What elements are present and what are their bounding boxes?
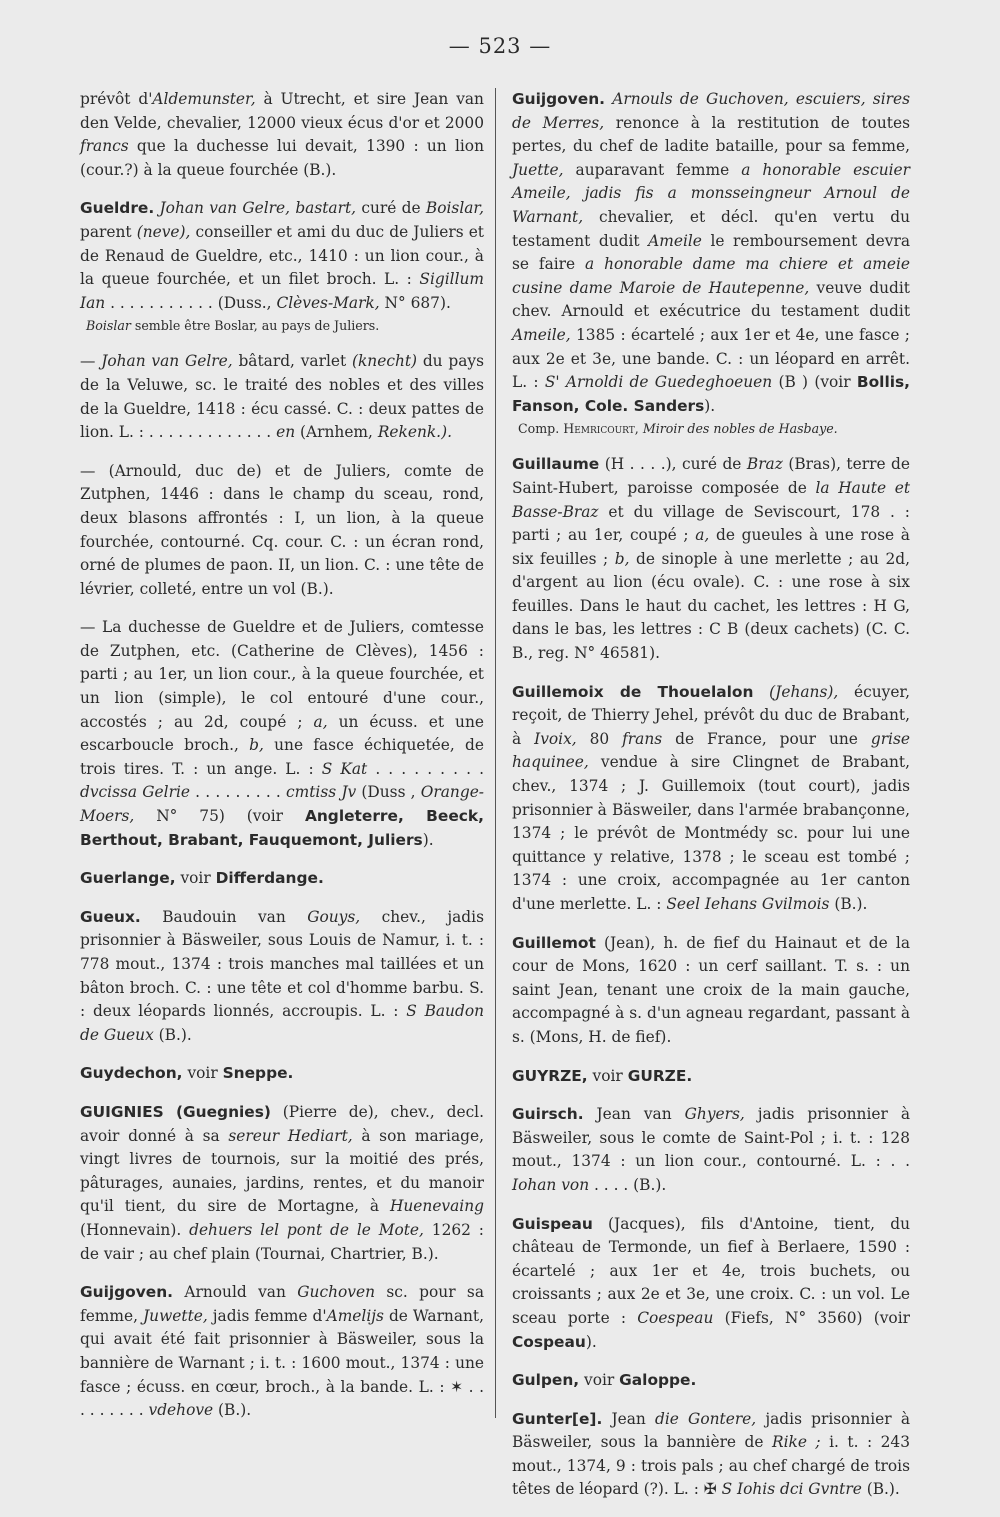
text: bâtard, varlet bbox=[232, 352, 352, 371]
note-hemricourt bbox=[518, 420, 910, 438]
entry-gueldre-duchesse bbox=[80, 616, 484, 852]
text: . . . . . . . . . . . (Duss., bbox=[105, 293, 277, 312]
text: (Fiefs, N° 3560) (voir bbox=[713, 1308, 910, 1327]
headword: Gueux. bbox=[80, 907, 141, 926]
text: (Jacques), fils d'Antoine, tient, du château de Termonde, un fief à Berlaere, 1590 : écartelé ; aux 1er et 4e, trois buchets, ou croissants ; aux 2e et 3e, une croix. C. : un vol. Le sceau porte : bbox=[512, 1214, 910, 1327]
entry-guispeau bbox=[512, 1213, 910, 1355]
entry-guignies bbox=[80, 1101, 484, 1266]
text: . . . . . . . . . bbox=[367, 759, 484, 778]
entry-gueldre-johan-batard bbox=[80, 350, 484, 444]
italic-text: Ameile bbox=[648, 231, 702, 250]
italic-text: S' Arnoldi de Guedeghoeuen bbox=[544, 373, 773, 392]
text: (Duss , bbox=[356, 783, 421, 802]
italic-text: Orange-Moers, bbox=[80, 783, 485, 826]
italic-text: Amelijs bbox=[326, 1306, 384, 1325]
italic-text: Sigillum Ian bbox=[80, 270, 484, 312]
italic-text: (knecht) bbox=[351, 352, 418, 371]
text: de sinople à une merlette ; au 2d, d'argent au lion (écu ovale). C. : une rose à six feuilles. Dans le haut du cachet, les lettres : H G, dans le bas, les lettres : C B (deux cachets) (C. C. B., reg. N° 46581). bbox=[512, 549, 910, 663]
italic-text: die Gontere, bbox=[655, 1409, 757, 1428]
text: (Pierre de), chev., decl. avoir donné à sa bbox=[80, 1102, 485, 1145]
text: voir bbox=[587, 1066, 628, 1085]
italic-text: Johan van Gelre, bastart, bbox=[154, 199, 357, 218]
text: (B.). bbox=[153, 1025, 192, 1044]
headword: Guydechon, bbox=[80, 1064, 183, 1083]
italic-text: S Kat bbox=[321, 759, 368, 778]
text: ). bbox=[585, 1332, 597, 1351]
entry-guillemoix bbox=[512, 681, 910, 917]
text: ). bbox=[422, 830, 434, 849]
cross-reference: Differdange. bbox=[215, 869, 324, 888]
text: (Honnevain). bbox=[80, 1220, 190, 1239]
column-rule bbox=[495, 88, 496, 1418]
italic-text: Aldemunster, bbox=[152, 90, 256, 108]
entry-aldemunster-continuation bbox=[80, 88, 484, 182]
italic-text: Johan van Gelre, bbox=[101, 352, 233, 371]
italic-text: dehuers lel pont de le Mote, bbox=[189, 1220, 424, 1239]
italic-text: Ivoix, bbox=[534, 729, 577, 748]
headword: GUYRZE, bbox=[512, 1066, 588, 1085]
text: (B.). bbox=[861, 1480, 900, 1499]
cross-reference: Bollis, Fanson, Cole. Sanders bbox=[512, 373, 910, 415]
italic-text: cmtiss Jv bbox=[286, 783, 357, 802]
headword: GUIGNIES (Guegnies) bbox=[80, 1102, 271, 1121]
note-boislar bbox=[86, 317, 484, 335]
italic-text: Braz bbox=[746, 455, 783, 474]
headword: Guillemoix de Thouelalon bbox=[512, 682, 754, 701]
text: (B.). bbox=[213, 1401, 252, 1420]
left-column bbox=[80, 88, 484, 1438]
text: renonce à la restitution de toutes pertes, du chef de ladite bataille, pour sa femme, bbox=[512, 113, 910, 156]
text: un écuss. et une escarboucle broch., bbox=[80, 712, 484, 755]
headword: Gueldre. bbox=[80, 199, 155, 218]
headword: Guijgoven. bbox=[80, 1283, 174, 1302]
headword: Guijgoven. bbox=[512, 90, 606, 108]
text: (H . . . .), curé de bbox=[599, 455, 747, 474]
italic-text: la Haute et Basse-Braz bbox=[512, 478, 911, 521]
text: 1385 : écartelé ; aux 1er et 4e, une fasce ; aux 2e et 3e, une bande. C. : un léopard en arrêt. L. : bbox=[512, 325, 910, 392]
text: Arnould van bbox=[173, 1283, 298, 1302]
entry-guillemot bbox=[512, 932, 910, 1050]
italic-text: Arnouls de Guchoven, escuiers, sires de Merres, bbox=[512, 90, 910, 132]
text: Comp. bbox=[518, 421, 564, 437]
italic-text: a honorable dame ma chiere et ameie cusine dame Maroie de Hautepenne, bbox=[512, 255, 910, 297]
entry-guijgoven-arnouls bbox=[512, 88, 910, 418]
headword: Guillemot bbox=[512, 933, 596, 952]
text: i. t. : 243 mout., 1374, 9 : trois pals ; au chef chargé de trois têtes de léopard (?). L. : ✠ bbox=[512, 1433, 910, 1499]
italic-text: Guchoven bbox=[297, 1283, 375, 1302]
text: jadis prisonnier à Bäsweiler, sous le comte de Saint-Pol ; i. t. : 128 mout., 1374 : un lion cour., contourné. L. : . . bbox=[512, 1105, 910, 1171]
entry-guirsch bbox=[512, 1103, 910, 1197]
italic-text: francs bbox=[80, 137, 129, 156]
italic-text: a, bbox=[313, 712, 328, 731]
text: du pays de la Veluwe, sc. le traité des nobles et des villes de la Gueldre, 1418 : écu cassé. C. : deux pattes de lion. L. : . . . . . . . . . . . . . bbox=[80, 352, 485, 442]
text: voir bbox=[579, 1371, 620, 1390]
italic-text: Juette, bbox=[512, 160, 564, 179]
text: à son mariage, vingt livres de tournois, sur la moitié des prés, pâturages, aunaies, jardins, rentes, et du manoir qu'il tient, du sire de Mortagne, à bbox=[80, 1126, 484, 1216]
italic-text: Seel Iehans Gvilmois bbox=[666, 895, 830, 913]
text: (Arnhem, bbox=[295, 423, 378, 442]
text: . . . . (B.). bbox=[589, 1175, 667, 1194]
headword: Guirsch. bbox=[512, 1105, 584, 1124]
entry-gulpen bbox=[512, 1369, 910, 1393]
italic-text: grise haquinee, bbox=[512, 729, 910, 772]
text: veuve dudit chev. Arnould et exécutrice du testament dudit bbox=[512, 278, 910, 321]
text: — (Arnould, duc de) et de Juliers, comte de Zutphen, 1446 : dans le champ du sceau, rond, deux blasons affrontés : I, un lion, à la queue fourchée, contourné. Cq. cour. C. : un écran rond, orné de plumes de paon. II, un lion. C. : une tête de lévrier, colleté, entre un vol (B.). bbox=[80, 461, 484, 598]
italic-text: Juwette, bbox=[143, 1306, 208, 1325]
headword: Gunter[e]. bbox=[512, 1409, 603, 1428]
text: 1262 : de vair ; au chef plain (Tournai, Chartrier, B.). bbox=[80, 1220, 484, 1263]
italic-text: Rekenk.). bbox=[377, 423, 452, 442]
entry-guillaume bbox=[512, 453, 910, 665]
small-caps-text: Hemricourt, bbox=[563, 421, 639, 437]
italic-text: Miroir des nobles de Hasbaye. bbox=[638, 421, 838, 437]
italic-text: a, bbox=[695, 526, 710, 545]
headword: Guillaume bbox=[512, 455, 600, 474]
text: le remboursement devra se faire bbox=[512, 231, 910, 274]
text: sc. pour sa femme, bbox=[80, 1283, 484, 1325]
text: voir bbox=[175, 869, 216, 888]
italic-text: S Baudon de Gueux bbox=[80, 1002, 484, 1044]
italic-text: frans bbox=[622, 729, 663, 748]
cross-reference: Sneppe. bbox=[222, 1064, 294, 1083]
italic-text: S Iohis dci Gvntre bbox=[721, 1480, 862, 1499]
text: (B.). bbox=[829, 895, 868, 913]
text: que la duchesse lui devait, 1390 : un lion (cour.?) à la queue fourchée (B.). bbox=[80, 137, 484, 179]
entry-guntere bbox=[512, 1408, 910, 1502]
text: une fasce échiquetée, de trois tires. T. : un ange. L. : bbox=[80, 736, 484, 778]
italic-text: Boislar bbox=[86, 318, 131, 334]
italic-text: Clèves-Mark, bbox=[276, 293, 380, 312]
italic-text: (neve), bbox=[136, 222, 191, 241]
text: . . . . . . . . . bbox=[189, 783, 287, 802]
headword: Gulpen, bbox=[512, 1371, 580, 1390]
entry-guydechon bbox=[80, 1062, 484, 1086]
italic-text: b, bbox=[614, 549, 630, 568]
text: conseiller et ami du duc de Juliers et de Renaud de Gueldre, etc., 1410 : un lion cour., à la queue fourchée, et un filet broch. L. : bbox=[80, 222, 484, 289]
italic-text: b, bbox=[249, 736, 264, 755]
text: de gueules à une rose à six feuilles ; bbox=[512, 526, 910, 568]
text: auparavant femme bbox=[563, 160, 742, 179]
text: Jean van bbox=[583, 1105, 685, 1124]
italic-text: vdehove bbox=[148, 1401, 214, 1420]
cross-reference: Galoppe. bbox=[619, 1371, 697, 1390]
text: (Bras), terre de Saint-Hubert, paroisse composée de bbox=[512, 455, 910, 497]
text: Jean bbox=[602, 1409, 655, 1428]
right-column bbox=[512, 88, 910, 1517]
headword: Guerlange, bbox=[80, 869, 176, 888]
text: voir bbox=[182, 1064, 223, 1083]
entry-guerlange bbox=[80, 867, 484, 891]
cross-reference: GURZE. bbox=[627, 1066, 693, 1085]
italic-text: Rike ; bbox=[771, 1433, 821, 1452]
text: chev., jadis prisonnier à Bäsweiler, sous Louis de Namur, i. t. : 778 mout., 1374 : trois manches mal taillées et un bâton broch. C. : une tête et col d'homme barbu. S. : deux léopards lionnés, accroupis. L. : bbox=[80, 907, 484, 1021]
italic-text: Iohan von bbox=[512, 1175, 590, 1194]
text: (Jean), h. de fief du Hainaut et de la cour de Mons, 1620 : un cerf saillant. T. s. : un saint Jean, tenant une croix de la main gauche, accompagné à s. d'un agneau regardant, passant à s. (Mons, H. de fief). bbox=[512, 933, 910, 1046]
entry-gueux bbox=[80, 906, 484, 1048]
entry-gueldre bbox=[80, 197, 484, 315]
text: jadis prisonnier à Bäsweiler, sous la bannière de bbox=[512, 1409, 910, 1452]
page-number: — 523 — bbox=[448, 34, 552, 58]
text: écuyer, reçoit, de Thierry Jehel, prévôt du duc de Brabant, à bbox=[512, 682, 910, 748]
text: — bbox=[80, 352, 102, 371]
italic-text: (Jehans), bbox=[753, 682, 839, 701]
text: parent bbox=[80, 222, 137, 241]
italic-text: Boislar, bbox=[425, 199, 484, 218]
italic-text: Gouys, bbox=[307, 907, 361, 926]
text: — La duchesse de Gueldre et de Juliers, comtesse de Zutphen, etc. (Catherine de Clèves), 1456 : parti ; au 1er, un lion cour., à la queue fourchée, et un lion (simple), le col entouré d'une cour., accostés ; au 2d, coupé ; bbox=[80, 618, 484, 731]
italic-text: a honorable escuier Ameile, jadis fis a monsseingneur Arnoul de Warnant, bbox=[512, 160, 910, 226]
text: Baudouin van bbox=[140, 907, 308, 926]
entry-gueldre-arnould bbox=[80, 460, 484, 602]
text: semble être Boslar, au pays de Juliers. bbox=[130, 318, 380, 334]
text: N° 75) (voir bbox=[134, 807, 305, 826]
italic-text: Ghyers, bbox=[684, 1105, 745, 1124]
italic-text: en bbox=[276, 423, 296, 442]
italic-text: sereur Hediart, bbox=[228, 1126, 353, 1145]
entry-guijgoven-arnould bbox=[80, 1281, 484, 1423]
text: prévôt d' bbox=[80, 90, 153, 108]
cross-reference: Cospeau bbox=[512, 1332, 586, 1351]
text: de Warnant, qui avait été fait prisonnier à Bäsweiler, sous la bannière de Warnant ; i. t. : 1600 mout., 1374 : une fasce ; écuss. en cœur, broch., à la bande. L. : ✶ . . . . . . . . . bbox=[80, 1306, 485, 1420]
text: et du village de Seviscourt, 178 . : parti ; au 1er, coupé ; bbox=[512, 502, 910, 545]
text: à Utrecht, et sire Jean van den Velde, chevalier, 12000 vieux écus d'or et 2000 bbox=[80, 90, 484, 132]
text: N° 687). bbox=[379, 293, 451, 312]
cross-reference: Angleterre, Beeck, Berthout, Brabant, Fauquemont, Juliers bbox=[80, 807, 484, 849]
text: curé de bbox=[356, 199, 426, 218]
text: vendue à sire Clingnet de Brabant, chev., 1374 ; J. Guillemoix (tout court), jadis prisonnier à Bäsweiler, dans l'armée brabançonne, 1374 ; le prévôt de Montmédy sc. pour lui une quittance y relative, 1378 ; le sceau est tombé ; 1374 : une croix, accompagnée au 1er canton d'une merlette. L. : bbox=[512, 753, 910, 913]
text: de France, pour une bbox=[662, 729, 871, 748]
entry-guyrze bbox=[512, 1065, 910, 1089]
text: 80 bbox=[576, 729, 623, 748]
headword: Guispeau bbox=[512, 1214, 593, 1233]
italic-text: Coespeau bbox=[637, 1308, 714, 1327]
text: (B ) (voir bbox=[772, 373, 857, 392]
text: jadis femme d' bbox=[207, 1306, 327, 1325]
text: ). bbox=[704, 396, 716, 415]
italic-text: dvcissa Gelrie bbox=[80, 783, 190, 802]
text: chevalier, et décl. qu'en vertu du testament dudit bbox=[512, 207, 910, 250]
italic-text: Ameile, bbox=[512, 325, 571, 344]
italic-text: Huenevaing bbox=[389, 1197, 484, 1216]
